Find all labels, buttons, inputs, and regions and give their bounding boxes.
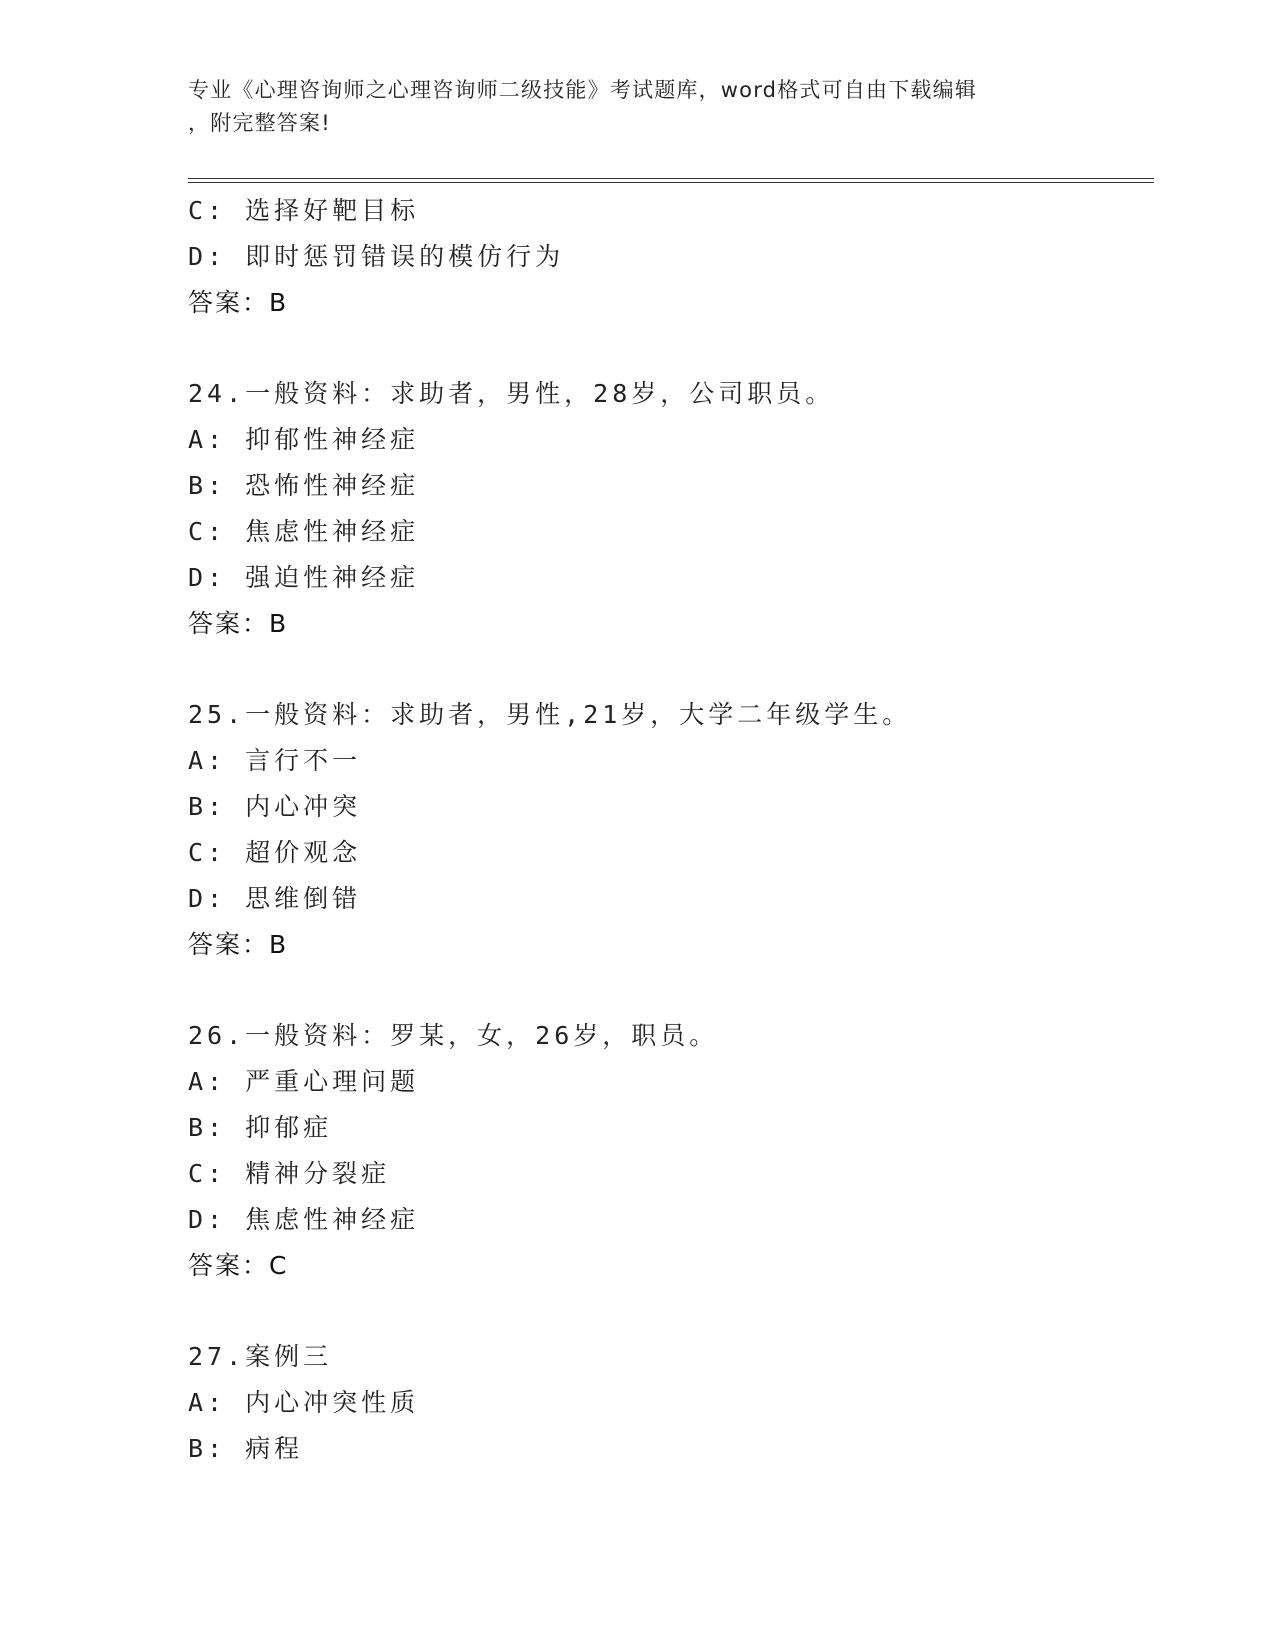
- header-line-2: ，附完整答案!: [188, 111, 331, 135]
- header-divider-top: [188, 178, 1154, 179]
- option-c: C: 超价观念: [188, 838, 362, 867]
- option-d: D: 思维倒错: [188, 884, 362, 913]
- option-c: C: 焦虑性神经症: [188, 517, 420, 546]
- option-a: A: 抑郁性神经症: [188, 425, 420, 454]
- question-23-continuation: [188, 188, 1148, 326]
- option-b: B: 抑郁症: [188, 1113, 333, 1142]
- option-b: B: 内心冲突: [188, 792, 362, 821]
- question-27: [188, 1334, 1148, 1472]
- header-line-1: 专业《心理咨询师之心理咨询师二级技能》考试题库，word格式可自由下载编辑: [188, 78, 978, 102]
- answer-line: 答案：B: [188, 288, 289, 317]
- option-a: A: 言行不一: [188, 746, 362, 775]
- question-25: [188, 692, 1148, 968]
- option-b: B: 恐怖性神经症: [188, 471, 420, 500]
- header-divider-bottom: [188, 182, 1154, 183]
- option-a: A: 内心冲突性质: [188, 1388, 420, 1417]
- answer-line: 答案：C: [188, 1251, 289, 1280]
- question-24: [188, 371, 1148, 647]
- option-d: D: 即时惩罚错误的模仿行为: [188, 242, 565, 271]
- question-stem: 24.一般资料：求助者，男性，28岁，公司职员。: [188, 379, 835, 408]
- answer-line: 答案：B: [188, 930, 289, 959]
- question-stem: 25.一般资料：求助者，男性,21岁，大学二年级学生。: [188, 700, 912, 729]
- question-stem: 27.案例三: [188, 1342, 333, 1371]
- question-26: [188, 1013, 1148, 1289]
- option-d: D: 焦虑性神经症: [188, 1205, 420, 1234]
- option-d: D: 强迫性神经症: [188, 563, 420, 592]
- option-b: B: 病程: [188, 1434, 304, 1463]
- document-header: [188, 74, 1088, 140]
- question-list: [188, 188, 1148, 1472]
- option-a: A: 严重心理问题: [188, 1067, 420, 1096]
- option-c: C: 选择好靶目标: [188, 196, 420, 225]
- option-c: C: 精神分裂症: [188, 1159, 391, 1188]
- answer-line: 答案：B: [188, 609, 289, 638]
- question-stem: 26.一般资料：罗某，女，26岁，职员。: [188, 1021, 719, 1050]
